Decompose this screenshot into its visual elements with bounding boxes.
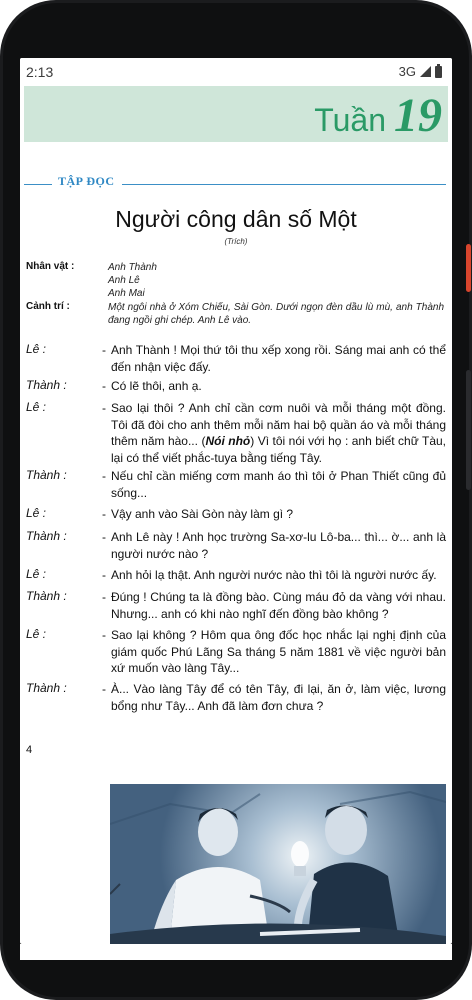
navigation-bar — [20, 944, 452, 960]
line-text: Anh Lê này ! Anh học trường Sa-xơ-lu Lô-ba... thì... ờ... anh là người nước nào ? — [111, 530, 446, 561]
screen — [20, 58, 452, 944]
status-time: 2:13 — [26, 64, 54, 80]
character-item: Anh Mai — [108, 288, 145, 299]
section-rule-left — [24, 184, 52, 185]
page-number: 4 — [26, 744, 33, 756]
network-type: 3G — [398, 64, 416, 79]
line-text: Sao lại không ? Hôm qua ông đốc học nhắc lại nghị định của giám quốc Phú Lãng Sa tháng 5 năm 1881 về việc người bản xứ muốn vào làng Tây... — [111, 628, 446, 675]
speaker: Lê : — [26, 400, 47, 414]
story-illustration — [110, 784, 446, 944]
line-text: Anh hỏi lạ thật. Anh người nước nào thì tôi là người nước ấy. — [111, 568, 437, 582]
setting-text: Một ngôi nhà ở Xóm Chiếu, Sài Gòn. Dưới ngọn đèn dầu lù mù, anh Thành đang ngồi ghi chép. Anh Lê vào. — [108, 302, 444, 326]
week-word: Tuần — [314, 102, 386, 138]
speaker: Thành : — [26, 378, 67, 392]
characters-label: Nhân vật : — [26, 261, 75, 272]
speaker: Lê : — [26, 627, 47, 641]
stage-direction: Nói nhỏ — [205, 434, 251, 448]
section-title: TẬP ĐỌC — [58, 174, 115, 188]
line-text: Sao lại thôi ? Anh chỉ cần cơm nuôi và mỗi tháng một đồng. Tôi đã đòi cho anh thêm mỗi năm hai bộ quần áo và mỗi tháng thêm năm hào... (Nói nhỏ) Vì tôi nói với họ : anh biết chữ Tàu, lại có thể viết phắc-tuya bằng tiếng Tây. — [111, 401, 447, 465]
illustration-art — [110, 784, 446, 944]
week-number: 19 — [394, 89, 442, 142]
speaker: Thành : — [26, 589, 67, 603]
speaker: Lê : — [26, 342, 47, 356]
speaker: Thành : — [26, 468, 67, 482]
volume-button — [466, 370, 471, 490]
section-rule-right — [122, 184, 446, 185]
week-label — [314, 89, 442, 142]
line-text: Có lẽ thôi, anh ạ. — [111, 379, 202, 393]
line-text: Anh Thành ! Mọi thứ tôi thu xếp xong rồi. Sáng mai anh có thể đến nhận việc đấy. — [111, 343, 446, 374]
speaker: Thành : — [26, 681, 67, 695]
speaker: Thành : — [26, 529, 67, 543]
section-heading — [24, 174, 448, 190]
power-button — [466, 244, 471, 292]
status-bar — [20, 58, 452, 86]
story-subtitle: (Trích) — [224, 237, 248, 246]
speaker: Lê : — [26, 506, 47, 520]
battery-icon — [435, 66, 442, 78]
signal-icon — [420, 66, 431, 77]
character-item: Anh Lê — [108, 275, 140, 286]
line-text: Đúng ! Chúng ta là đồng bào. Cùng máu đỏ da vàng với nhau. Nhưng... anh có khi nào nghĩ đến đồng bào không ? — [111, 590, 446, 621]
characters-list — [108, 261, 444, 300]
status-icons — [399, 64, 442, 79]
setting-label: Cảnh trí : — [26, 301, 70, 312]
book-page[interactable]: Tuần 19 TẬP ĐỌC Người công dân số Một (Trích) Nhân vật : Anh Thành Anh Lê Anh Mai Cảnh trí : Một ngôi nhà ở Xóm Chiếu, Sài Gòn. Dưới ngọn đèn dầu lù mù, anh Thành đang ngồi ghi chép. Anh Lê vào. Lê : - Anh Thành ! Mọi thứ tôi thu xếp xong rồi. Sáng mai anh có thể đến nhận việc đấy. Thành : - Có lẽ thôi, anh ạ. Lê : - Sao lại thôi ? Anh chỉ cần cơm nuôi và mỗi tháng một đồng. Tôi đã đòi cho anh thêm mỗi năm hai bộ quần áo và mỗi tháng thêm năm hào... (Nói nhỏ) Vì tôi nói với họ : anh biết chữ Tàu, lại có thể viết phắc-tuya bằng tiếng Tây. Thành : - Nếu chỉ cần miếng cơm manh áo thì tôi ở Phan Thiết cũng đủ sống... Lê : - Vậy anh vào Sài Gòn này làm gì ? Thành : - Anh Lê này ! Anh học trường Sa-xơ-lu Lô-ba... thì... ờ... anh là người nước nào ? Lê : - Anh hỏi lạ thật. Anh người nước nào thì tôi là người nước ấy. Thành : - Đúng ! Chúng ta là đồng bào. Cùng máu đỏ da vàng với nhau. Nhưng... anh có khi nào nghĩ đến đồng bào không ? Lê : - Sao lại không ? Hôm qua ông đốc học nhắc lại nghị định của giám quốc Phú Lãng Sa tháng 5 năm 1881 về việc người bản xứ muốn vào làng Tây... Thành : - À... Vào làng Tây để có tên Tây, đi lại, ăn ở, làm việc, lương bổng như Tây... Anh đã làm đơn chưa ? 4 — [20, 86, 452, 944]
line-text: Vậy anh vào Sài Gòn này làm gì ? — [111, 507, 294, 521]
line-text: À... Vào làng Tây để có tên Tây, đi lại, ăn ở, làm việc, lương bổng như Tây... Anh đã làm đơn chưa ? — [111, 682, 446, 713]
week-header — [24, 86, 448, 142]
speaker: Lê : — [26, 567, 47, 581]
character-item: Anh Thành — [108, 262, 157, 273]
line-text: Nếu chỉ cần miếng cơm manh áo thì tôi ở Phan Thiết cũng đủ sống... — [111, 469, 446, 500]
story-title: Người công dân số Một — [115, 206, 357, 232]
